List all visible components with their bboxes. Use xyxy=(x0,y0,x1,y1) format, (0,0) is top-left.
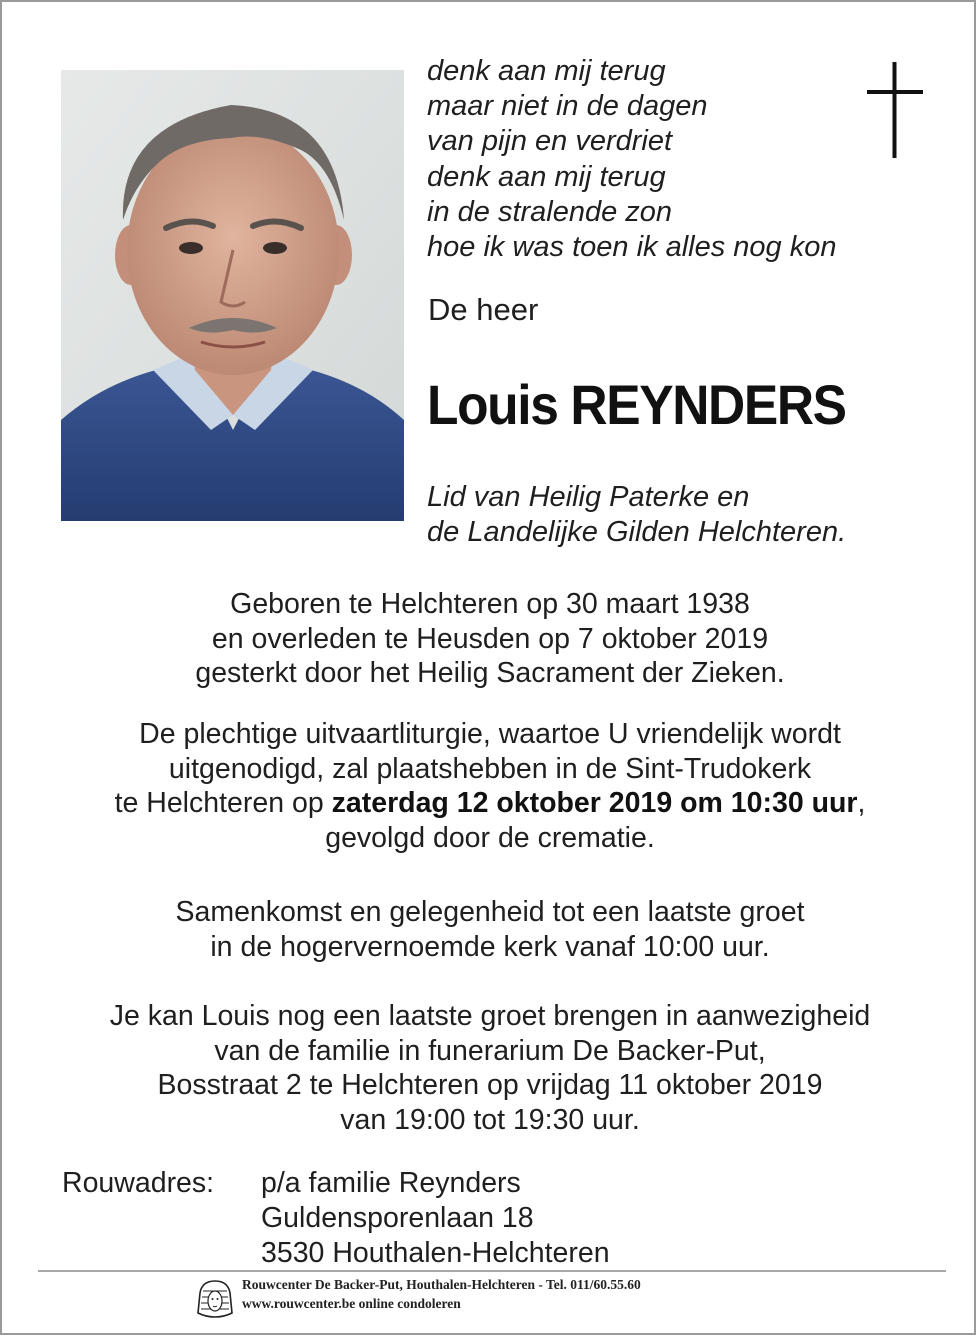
poem-line: van pijn en verdriet xyxy=(427,125,673,158)
portrait-illustration xyxy=(61,70,404,521)
poem-line: denk aan mij terug xyxy=(427,55,666,87)
cross-icon xyxy=(865,62,925,162)
deceased-name: Louis REYNDERS xyxy=(427,373,846,436)
address-line: p/a familie Reynders xyxy=(261,1167,521,1199)
funeral-home-logo-icon xyxy=(194,1279,236,1319)
funeral-line: uitgenodigd, zal plaatshebben in de Sint-Trudokerk xyxy=(168,752,812,785)
birth-death-line: Geboren te Helchteren op 30 maart 1938 xyxy=(230,588,750,620)
visitation-line: van 19:00 tot 19:30 uur. xyxy=(340,1103,640,1136)
gathering-line: in de hogervernoemde kerk vanaf 10:00 uur. xyxy=(210,930,770,963)
poem-line: denk aan mij terug xyxy=(427,160,666,193)
funeral-line: De plechtige uitvaartliturgie, waartoe U vriendelijk wordt xyxy=(139,718,841,750)
funeral-line xyxy=(2,786,978,821)
visitation-line: van de familie in funerarium De Backer-Put, xyxy=(214,1034,766,1067)
birth-death-line: gesterkt door het Heilig Sacrament der Zieken. xyxy=(195,657,785,689)
poem-line: maar niet in de dagen xyxy=(427,90,708,123)
funeral-date-time: zaterdag 12 oktober 2019 om 10:30 uur xyxy=(331,787,858,819)
funeral-block xyxy=(2,717,978,855)
footer xyxy=(242,1275,641,1313)
footer-website[interactable]: www.rouwcenter.be online condoleren xyxy=(242,1296,461,1311)
poem-line: hoe ik was toen ik alles nog kon xyxy=(427,231,837,264)
address-line: Guldensporenlaan 18 xyxy=(261,1202,534,1234)
membership xyxy=(427,480,846,550)
honorific: De heer xyxy=(428,292,539,327)
address-label: Rouwadres: xyxy=(62,1167,215,1199)
membership-line: de Landelijke Gilden Helchteren. xyxy=(427,516,847,548)
visitation-line: Bosstraat 2 te Helchteren op vrijdag 11 oktober 2019 xyxy=(157,1069,823,1101)
address-lines xyxy=(261,1166,610,1271)
gathering-line: Samenkomst en gelegenheid tot een laatste groet xyxy=(175,896,805,928)
footer-contact: Rouwcenter De Backer-Put, Houthalen-Helchteren - Tel. 011/60.55.60 xyxy=(242,1277,641,1292)
portrait-photo xyxy=(61,70,404,521)
membership-line: Lid van Heilig Paterke en xyxy=(427,481,750,513)
footer-divider xyxy=(38,1270,946,1272)
funeral-line: gevolgd door de crematie. xyxy=(325,821,655,854)
birth-death-block xyxy=(2,587,978,691)
gathering-block xyxy=(2,895,978,964)
address-line: 3530 Houthalen-Helchteren xyxy=(261,1237,610,1269)
visitation-block xyxy=(2,999,978,1137)
funeral-line-prefix: te Helchteren op xyxy=(114,787,332,819)
funeral-line-suffix: , xyxy=(857,787,866,819)
poem xyxy=(427,54,836,265)
birth-death-line: en overleden te Heusden op 7 oktober 2019 xyxy=(211,622,769,655)
visitation-line: Je kan Louis nog een laatste groet brengen in aanwezigheid xyxy=(109,1000,871,1032)
poem-line: in de stralende zon xyxy=(427,195,673,228)
